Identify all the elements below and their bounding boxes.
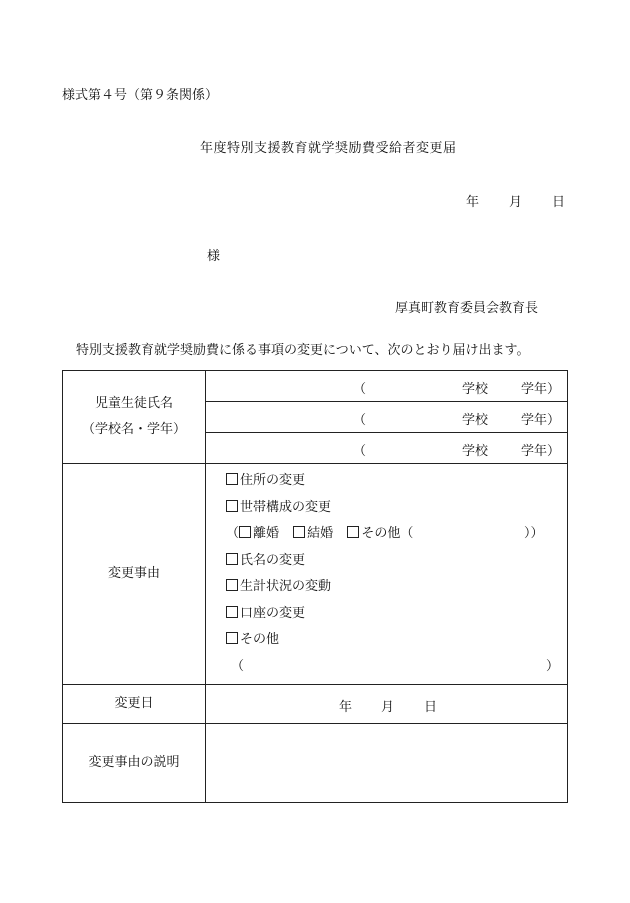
- other-open: （: [231, 658, 245, 674]
- change-date-year: 年: [339, 700, 353, 715]
- student-row-school: 学校: [462, 413, 489, 428]
- reason-name-label: 氏名の変更: [240, 552, 306, 568]
- reason-other-detail[interactable]: [226, 654, 567, 681]
- reason-options: [206, 464, 568, 685]
- date-year-label: 年: [466, 195, 480, 210]
- reason-name[interactable]: [226, 548, 567, 575]
- change-date-day: 日: [424, 700, 438, 715]
- change-form-table: [62, 370, 568, 803]
- student-label-line1: 児童生徒氏名: [94, 396, 173, 411]
- student-row-grade: 学年）: [521, 444, 561, 459]
- issuer: 厚真町教育委員会教育長: [395, 301, 539, 316]
- student-row-grade: 学年）: [521, 382, 561, 397]
- student-row-school: 学校: [462, 444, 489, 459]
- form-number: 様式第４号（第９条関係）: [62, 88, 219, 103]
- sub-close: ））: [524, 526, 544, 541]
- checkbox-icon[interactable]: [226, 606, 238, 618]
- reason-label: 変更事由: [63, 464, 206, 685]
- change-date-month: 月: [381, 700, 395, 715]
- explanation-field[interactable]: [206, 724, 568, 803]
- addressee: 様: [207, 249, 221, 264]
- reason-household-label: 世帯構成の変更: [240, 499, 332, 515]
- student-row[interactable]: [206, 371, 568, 402]
- reason-address-label: 住所の変更: [240, 473, 306, 488]
- submission-date: [466, 191, 565, 210]
- checkbox-icon[interactable]: [226, 473, 238, 485]
- checkbox-icon[interactable]: [293, 526, 305, 538]
- sub-open: （: [226, 526, 240, 541]
- divorce-label: 離婚: [253, 526, 280, 541]
- change-date-label: 変更日: [63, 685, 206, 724]
- student-name-label: [63, 371, 206, 464]
- intro-text: 特別支援教育就学奨励費に係る事項の変更について、次のとおり届け出ます。: [76, 343, 530, 358]
- reason-account[interactable]: [226, 601, 567, 628]
- reason-other-label: その他: [240, 632, 280, 647]
- student-row-open: （: [353, 382, 367, 397]
- reason-household[interactable]: [226, 495, 567, 522]
- other-close: ）: [546, 658, 560, 674]
- other-sub-label: その他（: [361, 526, 414, 541]
- reason-account-label: 口座の変更: [240, 605, 306, 621]
- change-date-field[interactable]: [206, 685, 568, 724]
- checkbox-icon[interactable]: [226, 632, 238, 644]
- marriage-label: 結婚: [307, 526, 334, 541]
- student-label-line2: （学校名・学年）: [81, 422, 186, 437]
- checkbox-icon[interactable]: [226, 579, 238, 591]
- student-row-school: 学校: [462, 382, 489, 397]
- date-day-label: 日: [552, 195, 566, 210]
- reason-address[interactable]: [226, 468, 567, 495]
- reason-other[interactable]: [226, 627, 567, 654]
- student-row-open: （: [353, 413, 367, 428]
- document-title: 年度特別支援教育就学奨励費受給者変更届: [200, 141, 457, 156]
- checkbox-icon[interactable]: [347, 526, 359, 538]
- reason-household-sub: [226, 521, 567, 548]
- checkbox-icon[interactable]: [239, 526, 251, 538]
- date-month-label: 月: [509, 195, 523, 210]
- student-row-grade: 学年）: [521, 413, 561, 428]
- reason-livelihood-label: 生計状況の変動: [240, 579, 332, 594]
- student-row[interactable]: [206, 433, 568, 464]
- checkbox-icon[interactable]: [226, 553, 238, 565]
- student-row[interactable]: [206, 402, 568, 433]
- explanation-label: 変更事由の説明: [63, 724, 206, 803]
- reason-livelihood[interactable]: [226, 574, 567, 601]
- checkbox-icon[interactable]: [226, 500, 238, 512]
- student-row-open: （: [353, 444, 367, 459]
